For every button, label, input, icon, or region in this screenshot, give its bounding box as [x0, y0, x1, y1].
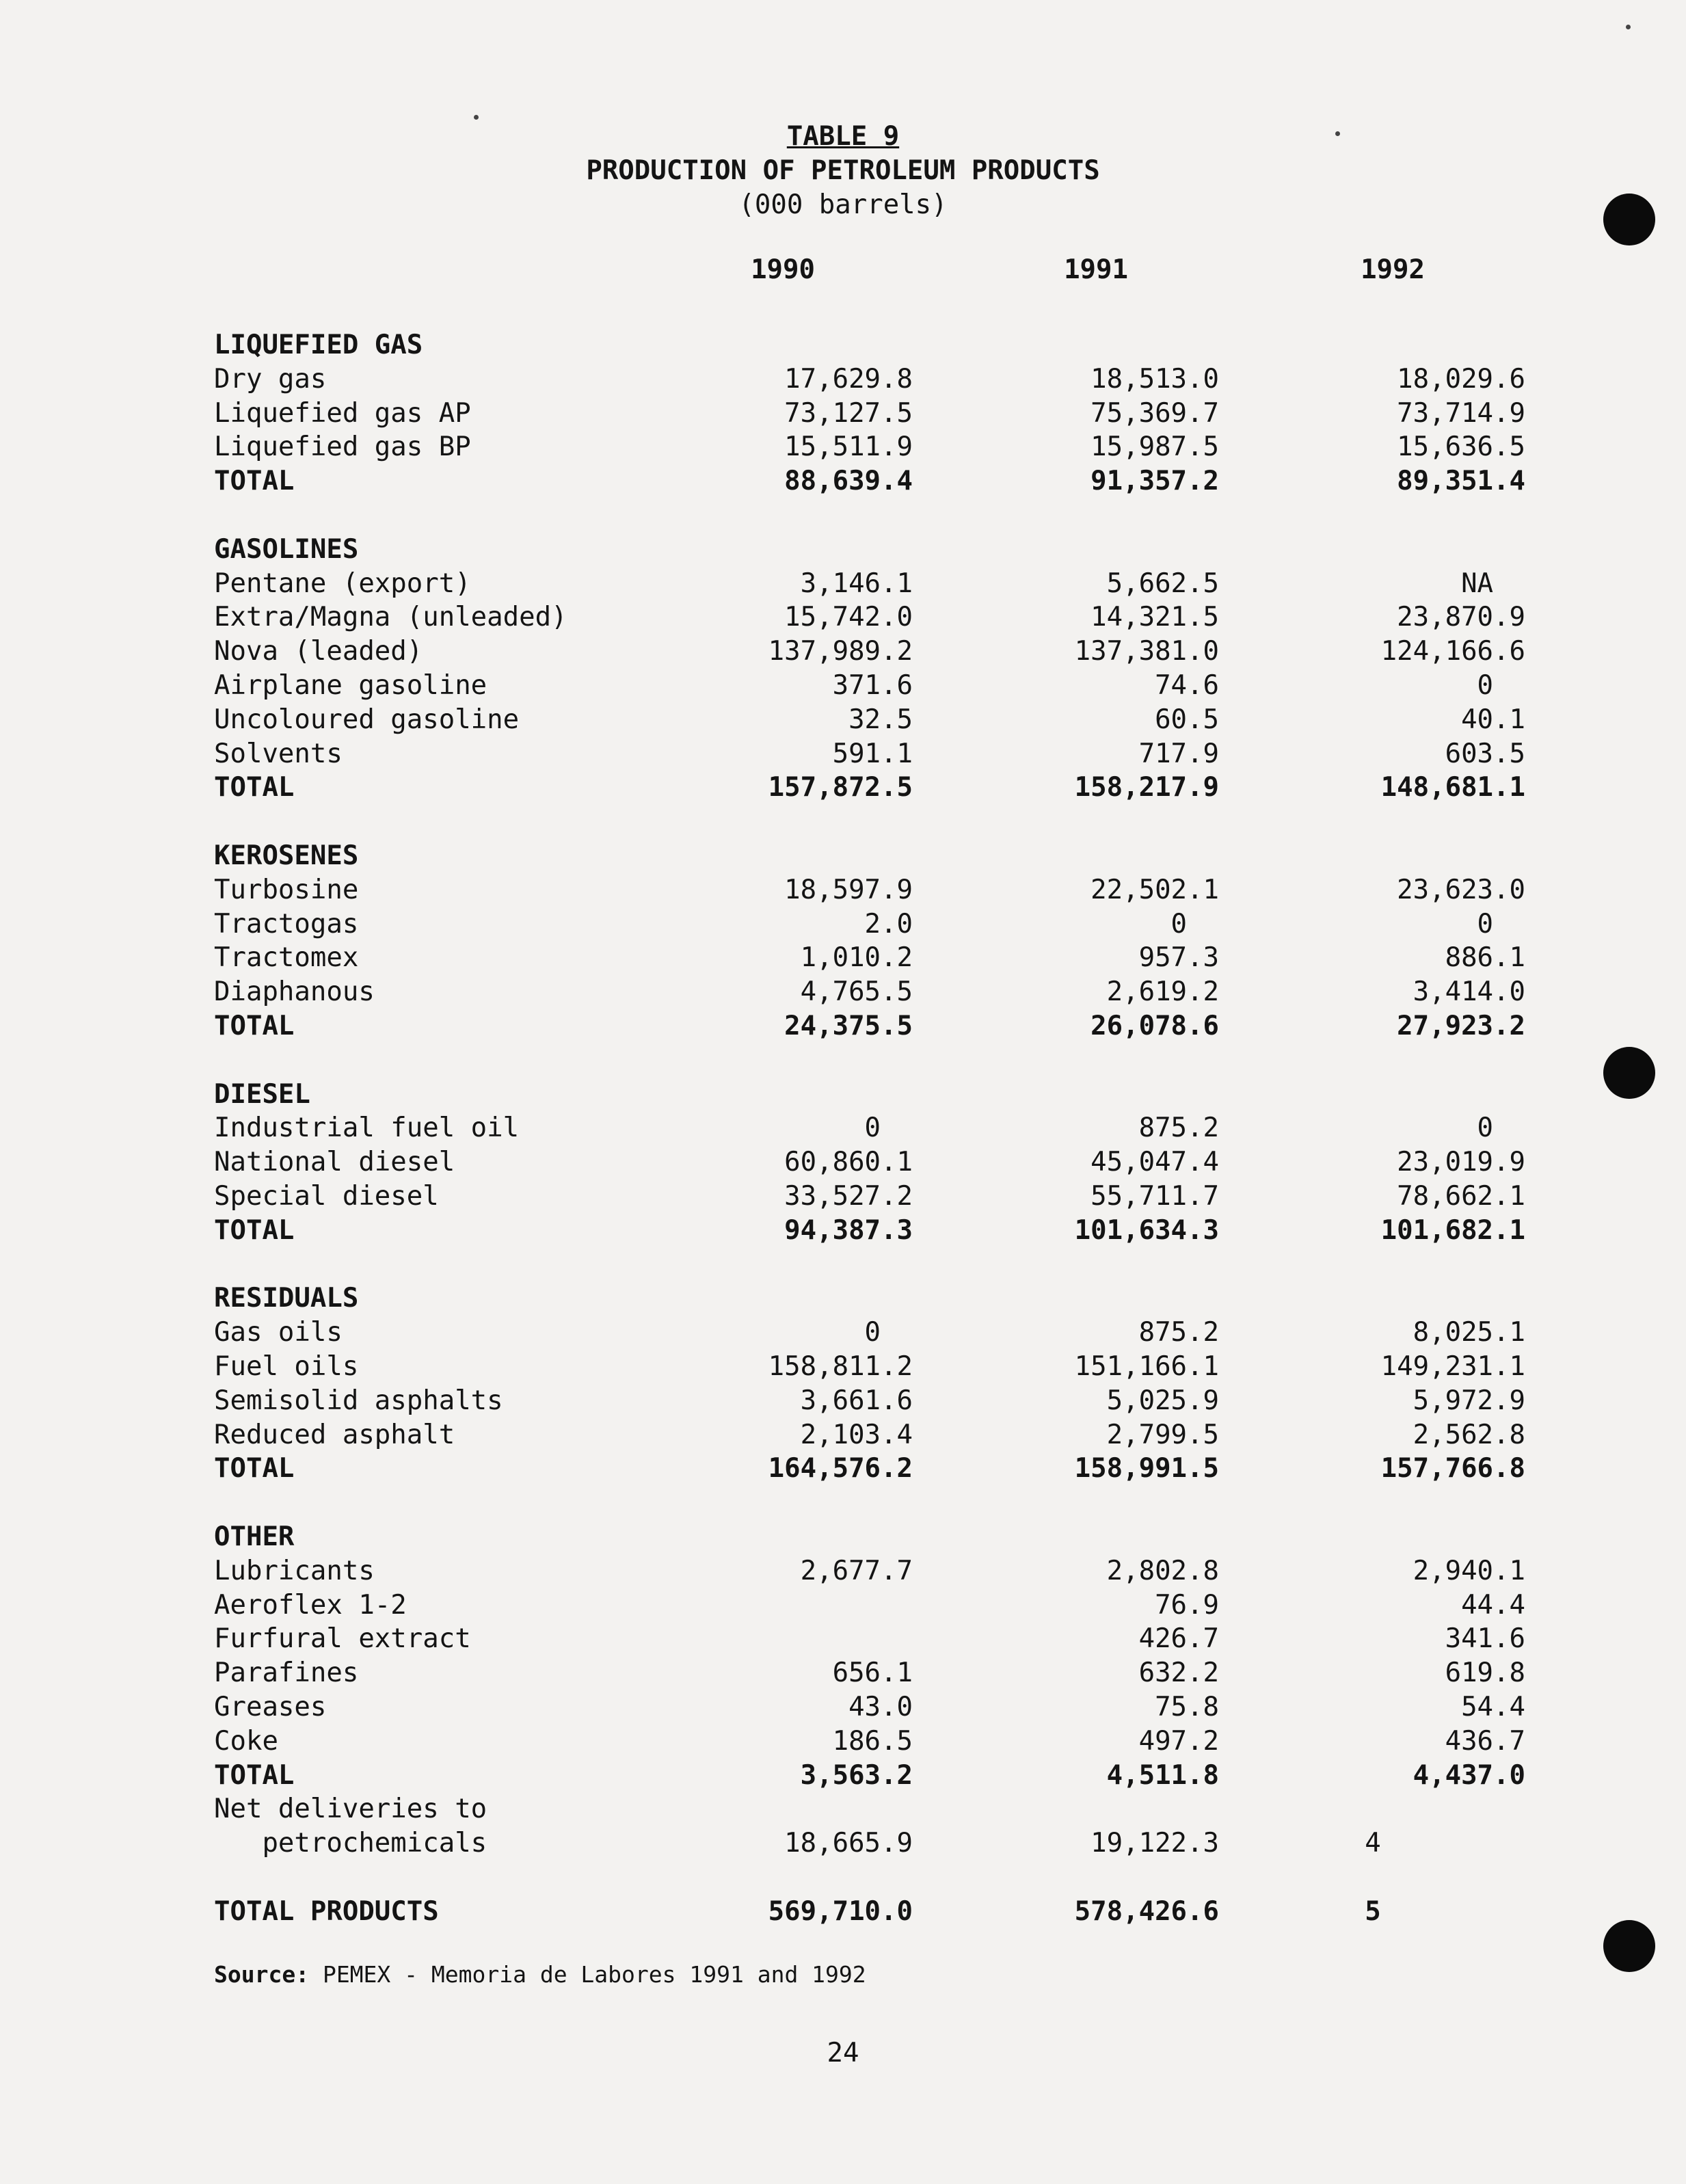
row-label: Aeroflex 1-2 [214, 1590, 407, 1621]
table-row [0, 737, 1686, 771]
row-label: Extra/Magna (unleaded) [214, 602, 567, 632]
table-row [0, 941, 1686, 975]
table-row [0, 1384, 1686, 1418]
total-row [0, 1009, 1686, 1043]
value-1990: 15,742.0 [784, 602, 913, 632]
table-row [0, 907, 1686, 942]
total-row [0, 1895, 1686, 1929]
table-title: PRODUCTION OF PETROLEUM PRODUCTS [586, 155, 1100, 186]
table-row [0, 1180, 1686, 1214]
value-1991: 76.9 [1155, 1590, 1219, 1621]
table-row [0, 873, 1686, 907]
total-row [0, 771, 1686, 805]
value-1991: 426.7 [1138, 1623, 1219, 1654]
value-1990: 656.1 [832, 1657, 913, 1688]
table-unit: (000 barrels) [738, 189, 948, 220]
value-1991: 19,122.3 [1090, 1828, 1219, 1859]
value-1992: 0 [1477, 1113, 1525, 1143]
value-1992: 0 [1477, 670, 1525, 701]
table-row [0, 1418, 1686, 1452]
value-1990: 2,677.7 [800, 1556, 913, 1586]
value-1992: 18,029.6 [1397, 364, 1525, 395]
value-1992: 124,166.6 [1380, 636, 1525, 667]
value-1990: 164,576.2 [768, 1453, 913, 1484]
table-row [0, 975, 1686, 1009]
table-row [0, 1826, 1686, 1861]
value-1990: 3,146.1 [800, 568, 913, 599]
source-label: Source: [214, 1961, 310, 1988]
value-1990: 4,765.5 [800, 976, 913, 1007]
value-1991: 5,025.9 [1106, 1385, 1219, 1416]
row-label: GASOLINES [214, 534, 359, 565]
row-label: KEROSENES [214, 840, 359, 871]
row-label: Diaphanous [214, 976, 375, 1007]
value-1990: 3,661.6 [800, 1385, 913, 1416]
value-1992: 23,623.0 [1397, 875, 1525, 905]
table-row [0, 1145, 1686, 1180]
row-label: petrochemicals [214, 1828, 487, 1859]
page-number: 24 [827, 2038, 859, 2068]
value-1992: 341.6 [1445, 1623, 1525, 1654]
row-label: Parafines [214, 1657, 359, 1688]
row-label: Furfural extract [214, 1623, 471, 1654]
value-1992: 89,351.4 [1397, 466, 1525, 496]
value-1990: 0 [864, 1113, 913, 1143]
row-label: Tractomex [214, 942, 359, 973]
table-row [0, 1792, 1686, 1826]
value-1990: 18,597.9 [784, 875, 913, 905]
value-1992: NA [1461, 568, 1525, 599]
value-1991: 578,426.6 [1074, 1896, 1219, 1927]
value-1991: 4,511.8 [1106, 1760, 1219, 1791]
value-1992: 40.1 [1461, 704, 1525, 735]
row-label: Pentane (export) [214, 568, 471, 599]
value-1991: 137,381.0 [1074, 636, 1219, 667]
value-1990: 15,511.9 [784, 431, 913, 462]
value-1992: 619.8 [1445, 1657, 1525, 1688]
table-row [0, 1554, 1686, 1588]
row-label: Semisolid asphalts [214, 1385, 503, 1416]
value-1991: 158,217.9 [1074, 772, 1219, 803]
value-1992: 5,972.9 [1413, 1385, 1525, 1416]
value-1990: 73,127.5 [784, 398, 913, 429]
value-1992: 3,414.0 [1413, 976, 1525, 1007]
year-1992: 1992 [1361, 254, 1425, 285]
value-1990: 157,872.5 [768, 772, 913, 803]
value-1991: 0 [1170, 909, 1219, 940]
value-1990: 18,665.9 [784, 1828, 913, 1859]
table-row [0, 1656, 1686, 1690]
section-heading [0, 328, 1686, 362]
value-1990: 88,639.4 [784, 466, 913, 496]
row-label: TOTAL [214, 772, 295, 803]
section-heading [0, 1281, 1686, 1316]
value-1992: 4,437.0 [1413, 1760, 1525, 1791]
value-1990: 591.1 [832, 738, 913, 769]
year-1991: 1991 [1064, 254, 1128, 285]
table-row [0, 703, 1686, 737]
table-row [0, 669, 1686, 703]
value-1991: 2,802.8 [1106, 1556, 1219, 1586]
value-1992: 23,870.9 [1397, 602, 1525, 632]
table-row [0, 1588, 1686, 1623]
table-row [0, 600, 1686, 635]
value-1990: 569,710.0 [768, 1896, 913, 1927]
value-1991: 101,634.3 [1074, 1215, 1219, 1246]
value-1991: 55,711.7 [1090, 1181, 1219, 1212]
value-1991: 15,987.5 [1090, 431, 1219, 462]
value-1992: 8,025.1 [1413, 1317, 1525, 1348]
value-1990: 137,989.2 [768, 636, 913, 667]
value-1991: 14,321.5 [1090, 602, 1219, 632]
table-row [0, 567, 1686, 601]
row-label: TOTAL [214, 1760, 295, 1791]
table-row [0, 1316, 1686, 1350]
value-1990: 32.5 [848, 704, 913, 735]
value-1991: 74.6 [1155, 670, 1219, 701]
row-label: Solvents [214, 738, 343, 769]
value-1990: 2,103.4 [800, 1420, 913, 1450]
row-label: TOTAL [214, 1215, 295, 1246]
value-1990: 94,387.3 [784, 1215, 913, 1246]
total-row [0, 1214, 1686, 1248]
value-1991: 75,369.7 [1090, 398, 1219, 429]
value-1992: 101,682.1 [1380, 1215, 1525, 1246]
value-1990: 24,375.5 [784, 1011, 913, 1041]
row-label: Reduced asphalt [214, 1420, 455, 1450]
value-1991: 957.3 [1138, 942, 1219, 973]
table-number: TABLE 9 [786, 121, 900, 152]
row-label: National diesel [214, 1147, 455, 1177]
value-1990: 43.0 [848, 1692, 913, 1722]
section-heading [0, 533, 1686, 567]
value-1991: 45,047.4 [1090, 1147, 1219, 1177]
value-1990: 60,860.1 [784, 1147, 913, 1177]
source-text: PEMEX - Memoria de Labores 1991 and 1992 [309, 1961, 866, 1988]
section-heading [0, 1520, 1686, 1554]
value-1992: 4 [1365, 1828, 1525, 1859]
row-label: TOTAL [214, 1453, 295, 1484]
speck [1626, 25, 1631, 29]
table-row [0, 1350, 1686, 1384]
value-1991: 26,078.6 [1090, 1011, 1219, 1041]
table-row [0, 1622, 1686, 1656]
value-1990: 1,010.2 [800, 942, 913, 973]
value-1991: 60.5 [1155, 704, 1219, 735]
value-1992: 78,662.1 [1397, 1181, 1525, 1212]
year-1990: 1990 [751, 254, 815, 285]
row-label: Nova (leaded) [214, 636, 423, 667]
value-1991: 717.9 [1138, 738, 1219, 769]
row-label: TOTAL [214, 1011, 295, 1041]
table-row [0, 362, 1686, 397]
row-label: Coke [214, 1726, 278, 1757]
row-label: Liquefied gas BP [214, 431, 471, 462]
value-1992: 0 [1477, 909, 1525, 940]
value-1990: 3,563.2 [800, 1760, 913, 1791]
value-1992: 2,940.1 [1413, 1556, 1525, 1586]
value-1992: 436.7 [1445, 1726, 1525, 1757]
section-heading [0, 839, 1686, 873]
value-1991: 632.2 [1138, 1657, 1219, 1688]
row-label: TOTAL PRODUCTS [214, 1896, 439, 1927]
value-1990: 2.0 [864, 909, 913, 940]
row-label: Uncoloured gasoline [214, 704, 520, 735]
total-row [0, 1452, 1686, 1486]
value-1992: 23,019.9 [1397, 1147, 1525, 1177]
table-row [0, 635, 1686, 669]
row-label: Industrial fuel oil [214, 1113, 520, 1143]
value-1992: 27,923.2 [1397, 1011, 1525, 1041]
row-label: Lubricants [214, 1556, 375, 1586]
value-1991: 22,502.1 [1090, 875, 1219, 905]
value-1992: 54.4 [1461, 1692, 1525, 1722]
value-1992: 603.5 [1445, 738, 1525, 769]
row-label: OTHER [214, 1521, 295, 1552]
row-label: Net deliveries to [214, 1794, 487, 1824]
value-1990: 0 [864, 1317, 913, 1348]
row-label: Greases [214, 1692, 327, 1722]
value-1990: 17,629.8 [784, 364, 913, 395]
value-1991: 75.8 [1155, 1692, 1219, 1722]
row-label: RESIDUALS [214, 1283, 359, 1314]
speck [474, 115, 479, 120]
value-1992: 5 [1365, 1896, 1525, 1927]
row-label: LIQUEFIED GAS [214, 330, 423, 360]
value-1992: 148,681.1 [1380, 772, 1525, 803]
value-1990: 186.5 [832, 1726, 913, 1757]
row-label: Tractogas [214, 909, 359, 940]
value-1991: 151,166.1 [1074, 1351, 1219, 1382]
value-1992: 44.4 [1461, 1590, 1525, 1621]
row-label: Turbosine [214, 875, 359, 905]
value-1991: 18,513.0 [1090, 364, 1219, 395]
table-row [0, 1111, 1686, 1145]
value-1992: 2,562.8 [1413, 1420, 1525, 1450]
table-row [0, 1861, 1686, 1895]
section-heading [0, 1078, 1686, 1112]
value-1991: 875.2 [1138, 1317, 1219, 1348]
value-1992: 149,231.1 [1380, 1351, 1525, 1382]
year-header-row [0, 254, 1686, 289]
value-1990: 33,527.2 [784, 1181, 913, 1212]
value-1991: 2,799.5 [1106, 1420, 1219, 1450]
value-1991: 497.2 [1138, 1726, 1219, 1757]
row-label: Dry gas [214, 364, 327, 395]
total-row [0, 464, 1686, 498]
value-1990: 158,811.2 [768, 1351, 913, 1382]
value-1992: 15,636.5 [1397, 431, 1525, 462]
table-row [0, 430, 1686, 464]
table-row [0, 397, 1686, 431]
value-1991: 158,991.5 [1074, 1453, 1219, 1484]
value-1992: 157,766.8 [1380, 1453, 1525, 1484]
value-1990: 371.6 [832, 670, 913, 701]
total-row [0, 1759, 1686, 1793]
row-label: Gas oils [214, 1317, 343, 1348]
value-1991: 91,357.2 [1090, 466, 1219, 496]
source-note [214, 1961, 866, 1988]
value-1991: 875.2 [1138, 1113, 1219, 1143]
value-1991: 2,619.2 [1106, 976, 1219, 1007]
row-label: Special diesel [214, 1181, 439, 1212]
value-1991: 5,662.5 [1106, 568, 1219, 599]
table-row [0, 1724, 1686, 1759]
value-1992: 73,714.9 [1397, 398, 1525, 429]
value-1992: 886.1 [1445, 942, 1525, 973]
table-row [0, 1690, 1686, 1724]
row-label: Fuel oils [214, 1351, 359, 1382]
row-label: TOTAL [214, 466, 295, 496]
row-label: Airplane gasoline [214, 670, 487, 701]
row-label: DIESEL [214, 1079, 310, 1110]
row-label: Liquefied gas AP [214, 398, 471, 429]
